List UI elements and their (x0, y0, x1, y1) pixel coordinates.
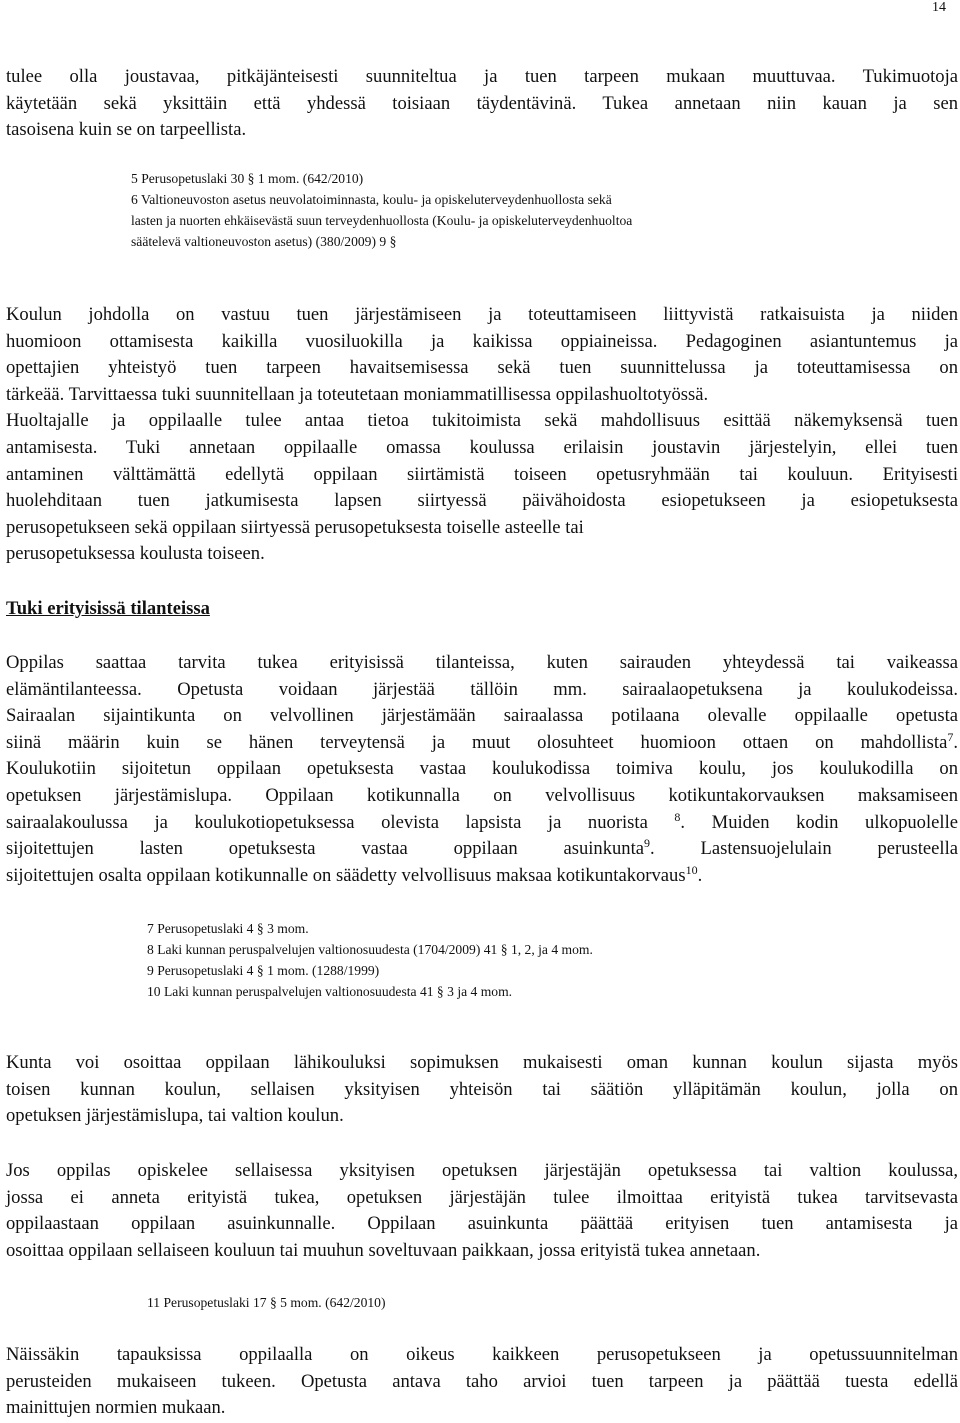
text-line: toisen kunnan koulun, sellaisen yksityisen yhteisön tai säätiön ylläpitämän koulun, jolla on (6, 1078, 958, 1100)
page-number: 14 (932, 0, 946, 15)
text-line: Kunta voi osoittaa oppilaan lähikouluksi sopimuksen mukaisesti oman kunnan koulun sijasta myös (6, 1052, 958, 1073)
footnote-9: 9 Perusopetuslaki 4 § 1 mom. (1288/1999) (147, 963, 380, 978)
text-line: perusteiden mukaiseen tukeen. Opetusta antava taho arvioi tuen tarpeen ja päättää tuesta edellä (6, 1370, 958, 1392)
text-line: sijoitettujen lasten opetuksesta vastaa oppilaan asuinkunta$^9$. Lastensuojelulain perusteella (6, 835, 958, 860)
text-line: huomioon ottamisesta kaikilla vuosiluokilla ja kaikissa oppiaineissa. Pedagoginen asiantuntemus ja (6, 330, 958, 352)
footnote-7: 7 Perusopetuslaki 4 § 3 mom. (147, 921, 309, 936)
text-line: oppilaastaan oppilaan asuinkunnalle. Oppilaan asuinkunta päättää erityisen tuen antamisesta ja (6, 1213, 958, 1235)
text-line: tärkeää. Tarvittaessa tuki suunnitellaan ja toteutetaan moniammatillisessa oppilashuoltotyössä. (6, 383, 709, 405)
paragraph-rights (6, 1342, 958, 1422)
paragraph-school-management (6, 302, 958, 568)
footnotes-7-10 (147, 918, 867, 1002)
text-line: siinä määrin kuin se hänen terveytensä ja muut olosuhteet huomioon ottaen on mahdollista$^7$. (6, 729, 958, 753)
text-line: antamisesta. Tuki annetaan oppilaalle omassa koulussa erilaisin joustavin järjestelyin, ellei tuen (6, 436, 958, 458)
text-line: jossa ei anneta erityistä tukea, opetuksen järjestäjän tulee ilmoittaa erityistä tukea tarvitsevasta (6, 1186, 958, 1208)
text-line: tasoisena kuin se on tarpeellista. (6, 119, 247, 141)
text-line: Koulun johdolla on vastuu tuen järjestämiseen ja toteuttamiseen liittyvistä ratkaisuista ja niiden (6, 304, 958, 325)
text-line: Huoltajalle ja oppilaalle tulee antaa tietoa tukitoimista sekä mahdollisuus esittää näkemyksensä tuen (6, 410, 958, 432)
footnote-10: 10 Laki kunnan peruspalvelujen valtionosuudesta 41 § 3 ja 4 mom. (147, 984, 513, 999)
text-line: Oppilas saattaa tarvita tukea erityisissä tilanteissa, kuten sairauden yhteydessä tai vaikeassa (6, 652, 958, 673)
footnote-6-cont: lasten ja nuorten ehkäisevästä suun terveydenhuollosta (Koulu- ja opiskeluterveydenhuoltoa (131, 213, 633, 228)
text-line: opetuksen järjestämislupa. Oppilaan kotikunnalla on velvollisuus kotikuntakorvauksen maksamiseen (6, 784, 958, 806)
text-line: tulee olla joustavaa, pitkäjänteisesti suunniteltua ja tuen tarpeen mukaan muuttuvaa. Tukimuotoja (6, 66, 958, 87)
text-line: Koulukotiin sijoitetun oppilaan opetuksesta vastaa koulukodissa toimiva koulu, jos koulukodilla on (6, 758, 958, 780)
text-line: elämäntilanteessa. Opetusta voidaan järjestää tällöin mm. sairaalaopetuksena ja koulukodeissa. (6, 678, 958, 700)
text-line: käytetään sekä yksittäin että yhdessä toisiaan täydentävinä. Tukea annetaan niin kauan ja sen (6, 92, 958, 114)
text-line: opetuksen järjestämislupa, tai valtion koulun. (6, 1105, 344, 1127)
paragraph-special-situations (6, 650, 958, 889)
text-line: huolehditaan tuen jatkumisesta lapsen siirtyessä päivähoidosta esiopetukseen ja esiopetuksesta (6, 490, 958, 512)
paragraph-private-school (6, 1158, 958, 1264)
footnote-8: 8 Laki kunnan peruspalvelujen valtionosuudesta (1704/2009) 41 § 1, 2, ja 4 mom. (147, 942, 593, 957)
footnote-11-text: 11 Perusopetuslaki 17 § 5 mom. (642/2010) (147, 1295, 386, 1310)
footnote-11 (147, 1292, 867, 1313)
footnotes-5-6 (131, 168, 851, 252)
text-line: mainittujen normien mukaan. (6, 1397, 226, 1419)
text-line: Näissäkin tapauksissa oppilaalla on oikeus kaikkeen perusopetukseen ja opetussuunnitelman (6, 1344, 958, 1365)
footnote-6-cont: säätelevä valtioneuvoston asetus) (380/2009) 9 § (131, 234, 397, 249)
text-line: perusopetuksessa koulusta toiseen. (6, 543, 265, 565)
footnote-5: 5 Perusopetuslaki 30 § 1 mom. (642/2010) (131, 171, 364, 186)
paragraph-intro (6, 64, 958, 144)
text-line: sairaalakoulussa ja koulukotiopetuksessa olevista lapsista ja nuorista $^8$. Muiden kodin ulkopuolelle (6, 809, 958, 833)
text-line: opettajien yhteistyö tuen tarpeen havaitsemisessa sekä tuen suunnittelussa ja toteuttamisessa on (6, 357, 958, 379)
text-line: Jos oppilas opiskelee sellaisessa yksityisen opetuksen järjestäjän opetuksessa tai valtion koulussa, (6, 1160, 958, 1181)
footnote-6: 6 Valtioneuvoston asetus neuvolatoiminnasta, koulu- ja opiskeluterveydenhuollosta sekä (131, 192, 612, 207)
section-heading: Tuki erityisissä tilanteissa (6, 598, 210, 619)
text-line: Sairaalan sijaintikunta on velvollinen järjestämään sairaalassa potilaana olevalle oppilaalle opetusta (6, 705, 958, 727)
text-line: perusopetukseen sekä oppilaan siirtyessä perusopetuksesta toiselle asteelle tai (6, 516, 584, 538)
text-line: antaminen välttämättä edellytä oppilaan siirtämistä toiseen opetusryhmään tai kouluun. Erityisesti (6, 463, 958, 485)
text-line: sijoitettujen osalta oppilaan kotikunnalle on säädetty velvollisuus maksaa kotikuntakorvaus$^{10}$. (6, 862, 703, 886)
paragraph-neighbourhood-school (6, 1050, 958, 1130)
text-line: osoittaa oppilaan sellaiseen kouluun tai muuhun soveltuvaan paikkaan, jossa erityistä tukea annetaan. (6, 1239, 761, 1261)
